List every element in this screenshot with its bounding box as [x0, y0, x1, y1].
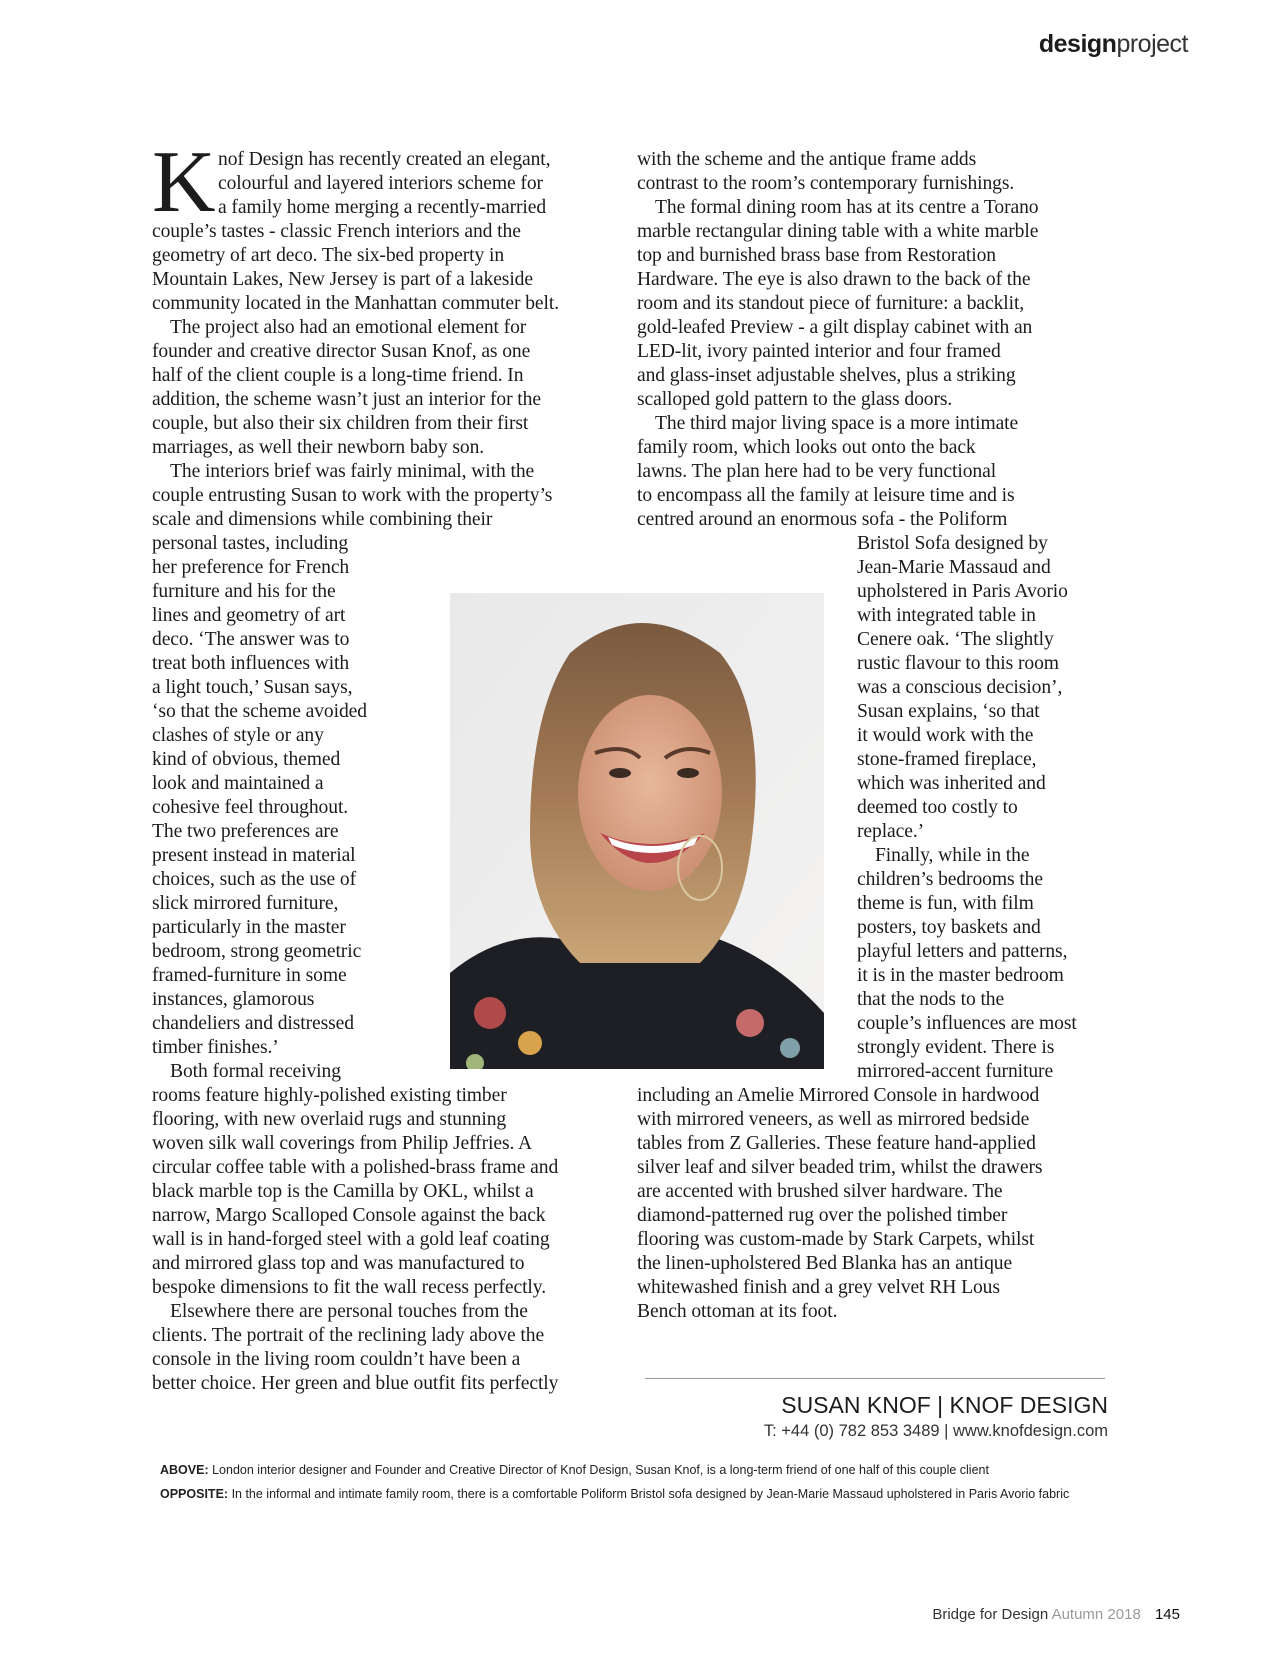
signature-divider — [645, 1378, 1105, 1379]
article-line: clashes of style or any — [152, 725, 324, 746]
article-line: half of the client couple is a long-time friend. In — [152, 365, 524, 386]
article-line: centred around an enormous sofa - the Poliform — [637, 509, 1008, 530]
article-line: stone-framed fireplace, — [857, 749, 1037, 770]
section-label-bold: design — [1038, 30, 1117, 58]
article-line: marriages, as well their newborn baby son. — [152, 437, 485, 458]
article-line: geometry of art deco. The six-bed property in — [152, 245, 505, 266]
article-line: bespoke dimensions to fit the wall recess perfectly. — [152, 1277, 546, 1298]
article-line: addition, the scheme wasn’t just an interior for the — [152, 389, 541, 410]
article-line: lines and geometry of art — [152, 605, 346, 626]
article-line: deco. ‘The answer was to — [152, 629, 350, 650]
article-line: are accented with brushed silver hardware. The — [637, 1181, 1003, 1202]
article-line: narrow, Margo Scalloped Console against the back — [152, 1205, 546, 1226]
article-line: circular coffee table with a polished-brass frame and — [152, 1157, 559, 1178]
article-line: community located in the Manhattan commuter belt. — [152, 293, 559, 314]
article-line: treat both influences with — [152, 653, 350, 674]
company-name: KNOF DESIGN — [949, 1392, 1108, 1418]
article-line: choices, such as the use of — [152, 869, 357, 890]
article-line: The project also had an emotional element for — [170, 317, 527, 338]
article-line: clients. The portrait of the reclining lady above the — [152, 1325, 545, 1346]
article-line: scale and dimensions while combining their — [152, 509, 493, 530]
article-line: the linen-upholstered Bed Blanka has an antique — [637, 1253, 1013, 1274]
article-line: Susan explains, ‘so that — [857, 701, 1040, 722]
article-line: top and burnished brass base from Restoration — [637, 245, 996, 266]
article-line: couple entrusting Susan to work with the property’s — [152, 485, 553, 506]
article-line: furniture and his for the — [152, 581, 336, 602]
article-line: it would work with the — [857, 725, 1034, 746]
article-line: children’s bedrooms the — [857, 869, 1043, 890]
article-line: bedroom, strong geometric — [152, 941, 362, 962]
article-line: and mirrored glass top and was manufactured to — [152, 1253, 525, 1274]
issue-season: Autumn 2018 — [1051, 1606, 1141, 1623]
article-line: posters, toy baskets and — [857, 917, 1041, 938]
article-line: timber finishes.’ — [152, 1037, 279, 1058]
article-line: rooms feature highly-polished existing timber — [152, 1085, 507, 1106]
article-line: scalloped gold pattern to the glass doors. — [637, 389, 953, 410]
article-line: playful letters and patterns, — [857, 941, 1068, 962]
section-label-light: project — [1116, 30, 1188, 58]
article-line: The two preferences are — [152, 821, 339, 842]
article-line: with mirrored veneers, as well as mirrored bedside — [637, 1109, 1030, 1130]
article-line: a family home merging a recently-married — [218, 197, 547, 218]
article-line: with the scheme and the antique frame adds — [637, 149, 977, 170]
article-line: theme is fun, with film — [857, 893, 1034, 914]
article-line: which was inherited and — [857, 773, 1046, 794]
page-number: 145 — [1154, 1606, 1180, 1623]
article-line: couple, but also their six children from their first — [152, 413, 529, 434]
article-line: kind of obvious, themed — [152, 749, 341, 770]
article-line: woven silk wall coverings from Philip Jeffries. A — [152, 1133, 533, 1154]
article-line: Both formal receiving — [170, 1061, 341, 1082]
article-line: couple’s influences are most — [857, 1013, 1077, 1034]
article-line: and glass-inset adjustable shelves, plus a striking — [637, 365, 1016, 386]
article-line: wall is in hand-forged steel with a gold leaf coating — [152, 1229, 550, 1250]
article-line: tables from Z Galleries. These feature hand-applied — [637, 1133, 1036, 1154]
article-line: diamond-patterned rug over the polished timber — [637, 1205, 1008, 1226]
article-line: lawns. The plan here had to be very functional — [637, 461, 997, 482]
article-line: ‘so that the scheme avoided — [152, 701, 367, 722]
article-line: was a conscious decision’, — [857, 677, 1063, 698]
article-line: Jean-Marie Massaud and — [857, 557, 1051, 578]
article-line: with integrated table in — [857, 605, 1036, 626]
article-line: upholstered in Paris Avorio — [857, 581, 1068, 602]
article-line: Bristol Sofa designed by — [857, 533, 1048, 554]
article-line: cohesive feel throughout. — [152, 797, 349, 818]
article-line: marble rectangular dining table with a white marble — [637, 221, 1039, 242]
article-line: flooring was custom-made by Stark Carpets, whilst — [637, 1229, 1035, 1250]
article-line: The interiors brief was fairly minimal, with the — [170, 461, 535, 482]
caption-above — [160, 1463, 989, 1477]
article-line: console in the living room couldn’t have been a — [152, 1349, 521, 1370]
article-line: present instead in material — [152, 845, 356, 866]
article-line: including an Amelie Mirrored Console in hardwood — [637, 1085, 1040, 1106]
caption-opposite — [160, 1487, 1069, 1501]
article-line: room and its standout piece of furniture: a backlit, — [637, 293, 1025, 314]
article-line: strongly evident. There is — [857, 1037, 1055, 1058]
article-line: flooring, with new overlaid rugs and stunning — [152, 1109, 507, 1130]
article-line: chandeliers and distressed — [152, 1013, 354, 1034]
article-line: silver leaf and silver beaded trim, whilst the drawers — [637, 1157, 1043, 1178]
article-line: founder and creative director Susan Knof, as one — [152, 341, 531, 362]
article-line: particularly in the master — [152, 917, 346, 938]
article-line: to encompass all the family at leisure time and is — [637, 485, 1015, 506]
article-line: nof Design has recently created an elegant, — [218, 149, 551, 170]
article-line: contrast to the room’s contemporary furnishings. — [637, 173, 1015, 194]
article-line: Bench ottoman at its foot. — [637, 1301, 838, 1322]
article-line: Finally, while in the — [875, 845, 1030, 866]
drop-cap: K — [152, 134, 216, 231]
page-footer — [932, 1606, 1180, 1623]
article-line: deemed too costly to — [857, 797, 1018, 818]
caption-label: OPPOSITE: — [160, 1487, 229, 1501]
article-line: rustic flavour to this room — [857, 653, 1059, 674]
article-line: personal tastes, including — [152, 533, 349, 554]
article-line: The formal dining room has at its centre a Torano — [655, 197, 1039, 218]
article-line: mirrored-accent furniture — [857, 1061, 1054, 1082]
caption-text: London interior designer and Founder and Creative Director of Knof Design, Susan Knof, is a long-term friend of one half of this couple client — [212, 1463, 989, 1477]
caption-text: In the informal and intimate family room, there is a comfortable Poliform Bristol sofa designed by Jean-Marie Massaud upholstered in Paris Avorio fabric — [231, 1487, 1070, 1501]
portrait-photo — [450, 593, 824, 1069]
article-line: framed-furniture in some — [152, 965, 347, 986]
article-line: instances, glamorous — [152, 989, 315, 1010]
article-line: Hardware. The eye is also drawn to the back of the — [637, 269, 1031, 290]
article-line: her preference for French — [152, 557, 350, 578]
article-line: replace.’ — [857, 821, 925, 842]
article-line: colourful and layered interiors scheme for — [218, 173, 543, 194]
magazine-name: Bridge for Design — [932, 1606, 1049, 1623]
designer-signature — [781, 1392, 1108, 1419]
article-line: Cenere oak. ‘The slightly — [857, 629, 1054, 650]
article-line: look and maintained a — [152, 773, 324, 794]
article-line: Elsewhere there are personal touches from the — [170, 1301, 528, 1322]
article-line: family room, which looks out onto the back — [637, 437, 976, 458]
article-line: better choice. Her green and blue outfit fits perfectly — [152, 1373, 559, 1394]
article-line: couple’s tastes - classic French interiors and the — [152, 221, 521, 242]
article-line: slick mirrored furniture, — [152, 893, 339, 914]
article-line: whitewashed finish and a grey velvet RH Lous — [637, 1277, 1000, 1298]
article-line: gold-leafed Preview - a gilt display cabinet with an — [637, 317, 1033, 338]
caption-label: ABOVE: — [160, 1463, 209, 1477]
article-line: LED-lit, ivory painted interior and four framed — [637, 341, 1001, 362]
article-line: that the nods to the — [857, 989, 1005, 1010]
article-line: The third major living space is a more intimate — [655, 413, 1019, 434]
contact-details: T: +44 (0) 782 853 3489 | www.knofdesign.com — [763, 1422, 1108, 1440]
article-line: it is in the master bedroom — [857, 965, 1064, 986]
section-label — [1039, 30, 1188, 59]
signature-separator: | — [937, 1392, 944, 1418]
designer-name: SUSAN KNOF — [781, 1392, 931, 1418]
article-line: Mountain Lakes, New Jersey is part of a lakeside — [152, 269, 533, 290]
article-line: black marble top is the Camilla by OKL, whilst a — [152, 1181, 534, 1202]
article-line: a light touch,’ Susan says, — [152, 677, 353, 698]
